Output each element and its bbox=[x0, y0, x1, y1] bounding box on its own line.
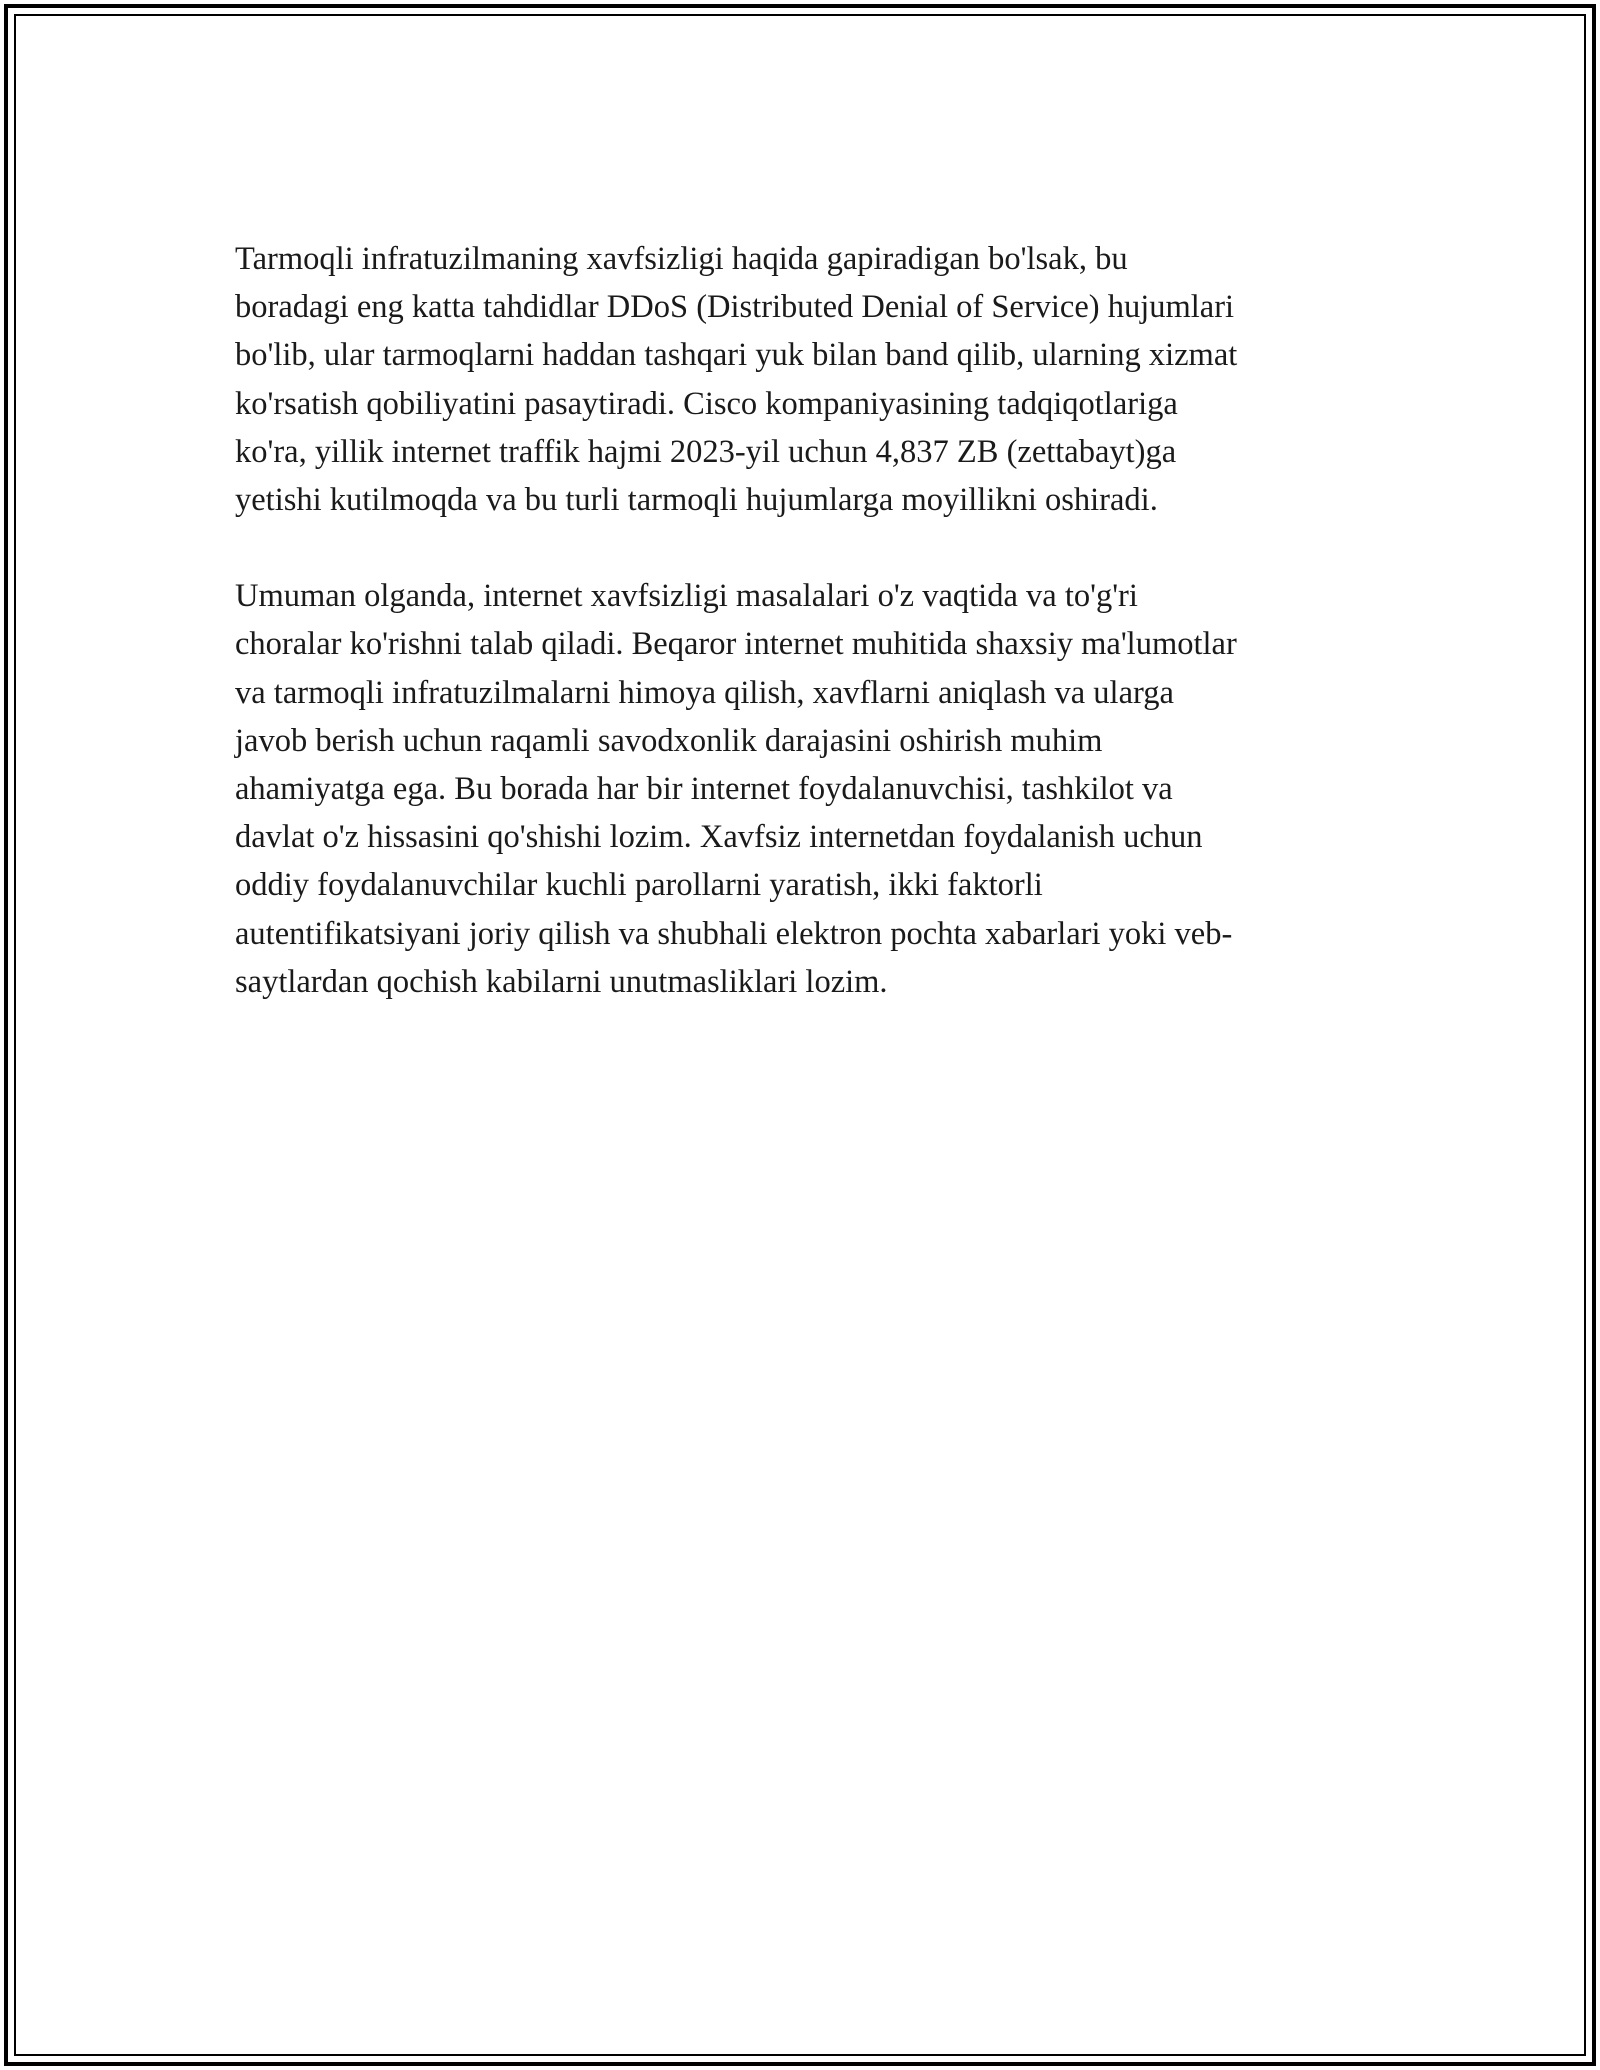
document-body bbox=[235, 235, 1375, 1054]
text-line: boradagi eng katta tahdidlar DDoS (Distributed Denial of Service) hujumlari bbox=[235, 289, 1235, 326]
paragraph-2 bbox=[235, 572, 1375, 1006]
text-line: choralar ko'rishni talab qiladi. Beqaror internet muhitida shaxsiy ma'lumotlar bbox=[235, 626, 1237, 663]
text-line: davlat o'z hissasini qo'shishi lozim. Xavfsiz internetdan foydalanish uchun bbox=[235, 819, 1203, 856]
text-line: Tarmoqli infratuzilmaning xavfsizligi haqida gapiradigan bo'lsak, bu bbox=[235, 241, 1128, 277]
paragraph-1 bbox=[235, 235, 1375, 524]
text-line: javob berish uchun raqamli savodxonlik darajasini oshirish muhim bbox=[235, 722, 1103, 759]
text-line: oddiy foydalanuvchilar kuchli parollarni yaratish, ikki faktorli bbox=[235, 867, 1043, 904]
text-line: ko'ra, yillik internet traffik hajmi 2023-yil uchun 4,837 ZB (zettabayt)ga bbox=[235, 433, 1177, 470]
text-line: autentifikatsiyani joriy qilish va shubhali elektron pochta xabarlari yoki veb- bbox=[235, 915, 1233, 952]
text-line: Umuman olganda, internet xavfsizligi masalalari o'z vaqtida va to'g'ri bbox=[235, 578, 1138, 615]
text-line: saytlardan qochish kabilarni unutmasliklari lozim. bbox=[235, 963, 888, 1000]
text-line: va tarmoqli infratuzilmalarni himoya qilish, xavflarni aniqlash va ularga bbox=[235, 674, 1174, 711]
text-line: bo'lib, ular tarmoqlarni haddan tashqari yuk bilan band qilib, ularning xizmat bbox=[235, 337, 1238, 374]
text-line: yetishi kutilmoqda va bu turli tarmoqli hujumlarga moyillikni oshiradi. bbox=[235, 482, 1158, 519]
text-line: ahamiyatga ega. Bu borada har bir internet foydalanuvchisi, tashkilot va bbox=[235, 771, 1173, 808]
text-line: ko'rsatish qobiliyatini pasaytiradi. Cisco kompaniyasining tadqiqotlariga bbox=[235, 385, 1178, 422]
